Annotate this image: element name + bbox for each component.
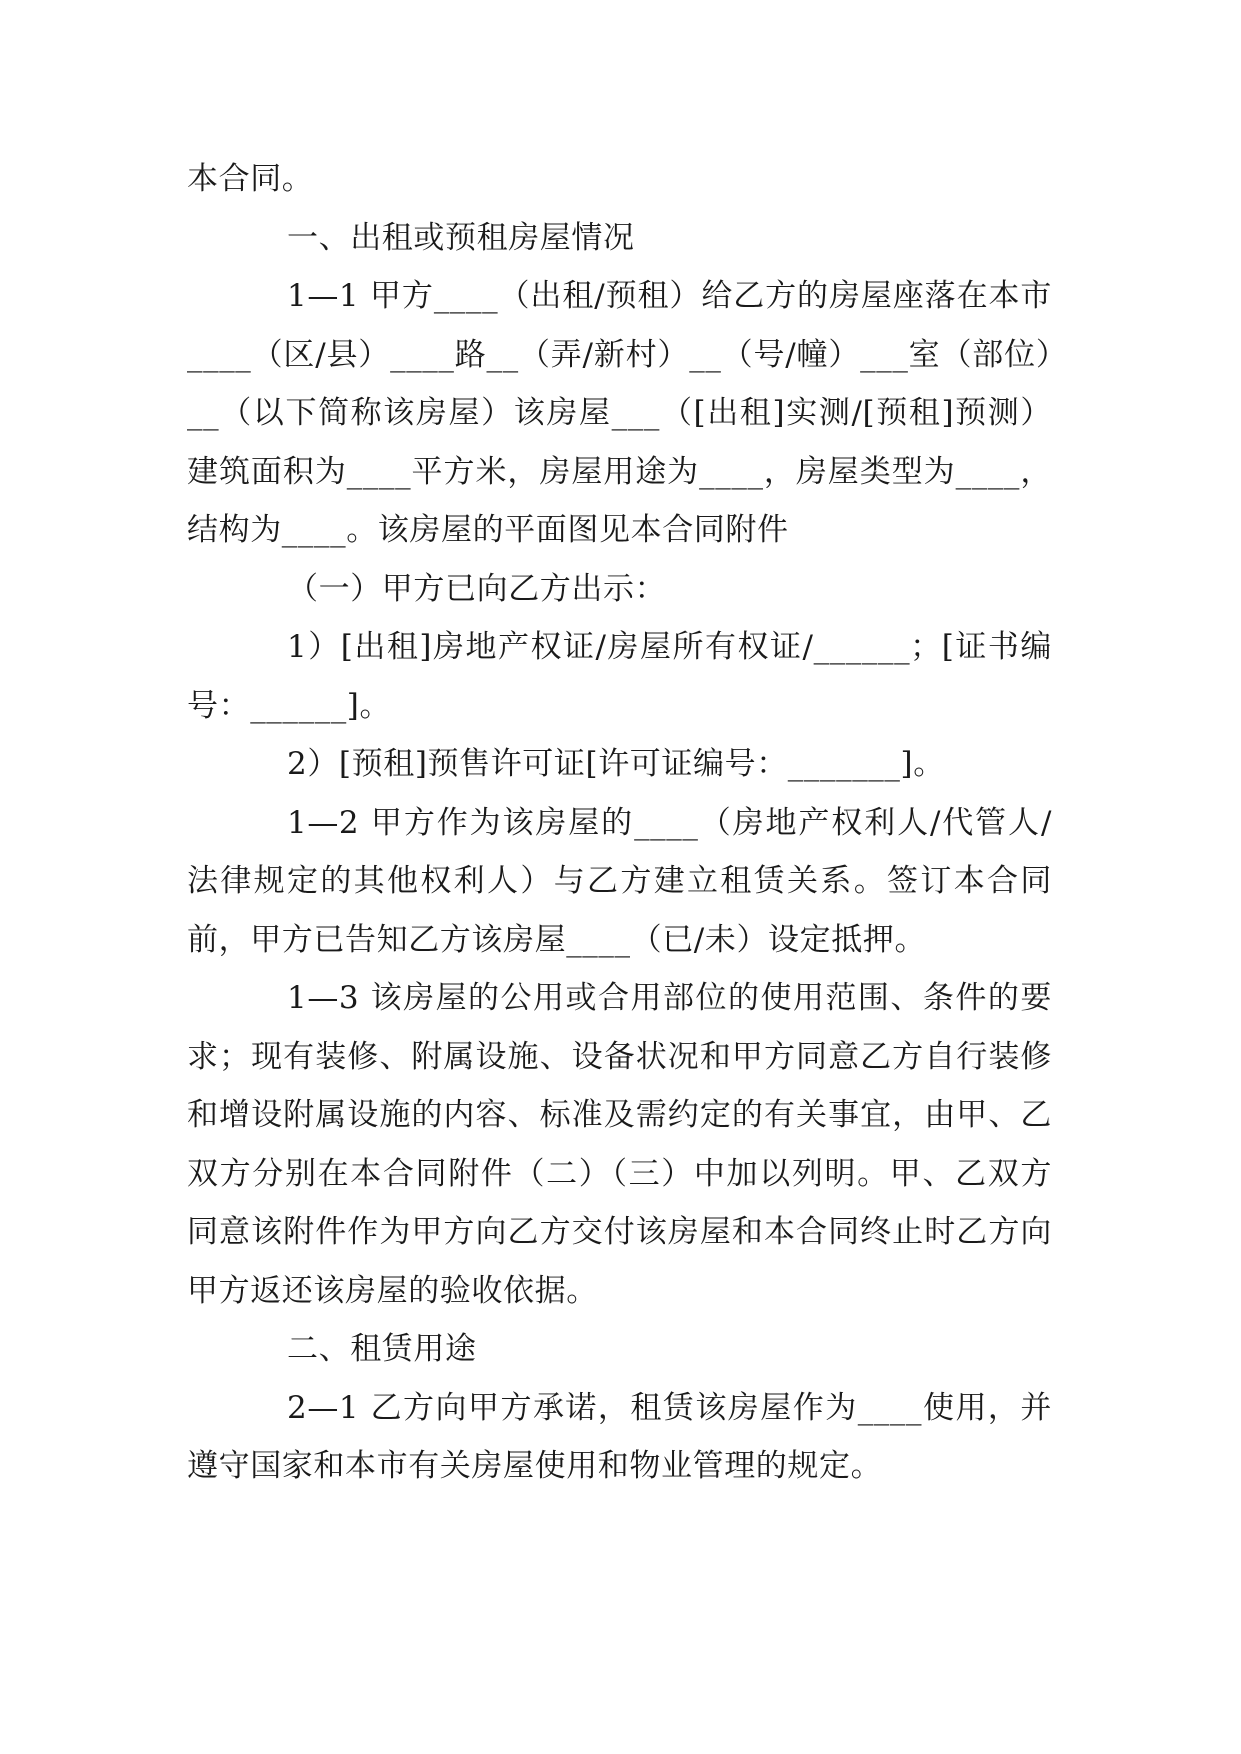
item-presale-permit: 2）[预租]预售许可证[许可证编号：_______]。 <box>287 746 945 782</box>
document-body <box>187 150 1052 1496</box>
clause-1-1: 1—1 甲方____（出租/预租）给乙方的房屋座落在本市____（区/县）____路__（弄/新村）__（号/幢）___室（部位）__（以下简称该房屋）该房屋___（[出租]实测/[预租]预测）建筑面积为____平方米，房屋用途为____，房屋类型为____，结构为____。该房屋的平面图见本合同附件 <box>187 278 1052 548</box>
section-heading-2: 二、租赁用途 <box>287 1331 477 1367</box>
clause-1-2: 1—2 甲方作为该房屋的____（房地产权利人/代管人/法律规定的其他权利人）与乙方建立租赁关系。签订本合同前，甲方已告知乙方该房屋____（已/未）设定抵押。 <box>187 804 1052 958</box>
sub-clause-shown-documents: （一）甲方已向乙方出示： <box>287 570 667 607</box>
item-property-certificate: 1）[出租]房地产权证/房屋所有权证/______；[证书编号：______]。 <box>187 629 1052 724</box>
section-heading-1: 一、出租或预租房屋情况 <box>287 219 635 256</box>
clause-1-3: 1—3 该房屋的公用或合用部位的使用范围、条件的要求；现有装修、附属设施、设备状况和甲方同意乙方自行装修和增设附属设施的内容、标准及需约定的有关事宜，由甲、乙双方分别在本合同附件（二）（三）中加以列明。甲、乙双方同意该附件作为甲方向乙方交付该房屋和本合同终止时乙方向甲方返还该房屋的验收依据。 <box>187 980 1052 1309</box>
paragraph-continuation: 本合同。 <box>187 161 314 197</box>
clause-2-1: 2—1 乙方向甲方承诺，租赁该房屋作为____使用，并遵守国家和本市有关房屋使用和物业管理的规定。 <box>187 1389 1052 1484</box>
